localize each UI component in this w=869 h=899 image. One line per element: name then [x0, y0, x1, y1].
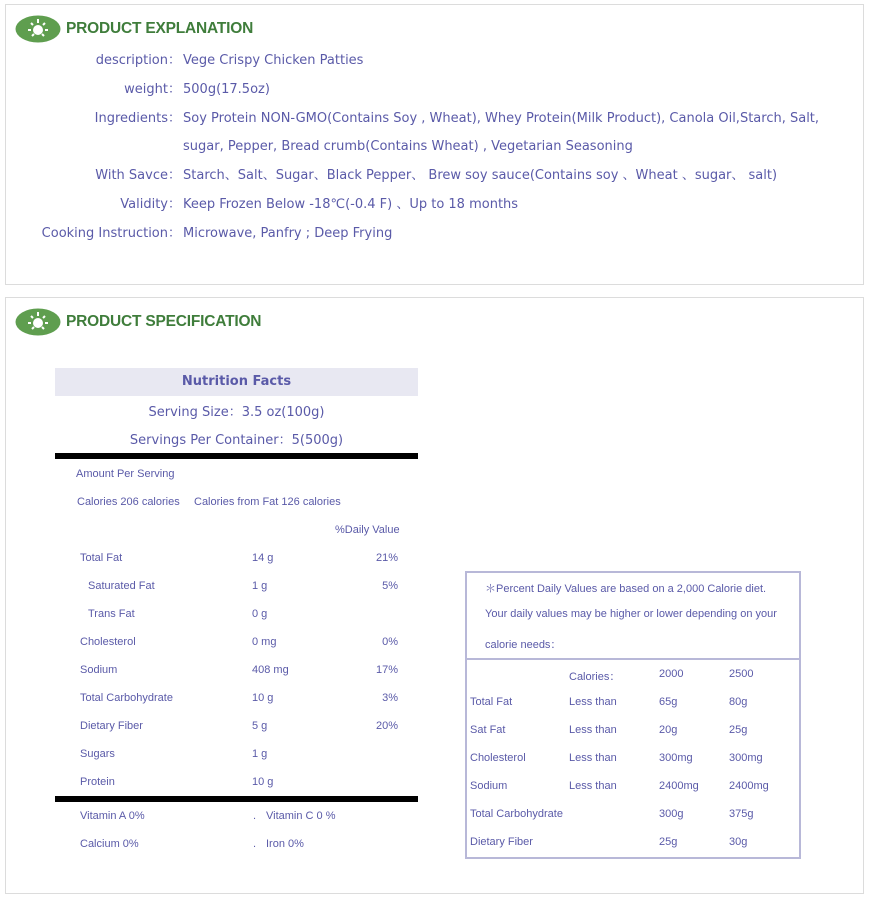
iron: Iron 0%	[266, 838, 304, 850]
dv-note-line3: calorie needs：	[485, 639, 562, 651]
weight-value: 500g(17.5oz)	[183, 82, 270, 97]
dv-row-name: Total Fat	[470, 696, 513, 708]
validity-value: Keep Frozen Below -18℃(-0.4 F) 、Up to 18 months	[183, 197, 519, 212]
vitamin-a: Vitamin A 0%	[80, 810, 145, 822]
calories-from-fat: Calories from Fat 126 calories	[194, 496, 341, 508]
nutrient-name: Trans Fat	[88, 608, 135, 620]
servings-per-container: Servings Per Container：5(500g)	[129, 433, 344, 448]
sauce-value: Starch、Salt、Sugar、Black Pepper、 Brew soy sauce(Contains soy 、Wheat 、sugar、 salt)	[183, 168, 778, 183]
dv-row-cond: Less than	[569, 780, 617, 792]
explanation-title: PRODUCT EXPLANATION	[66, 20, 254, 37]
nutrition-facts-title: Nutrition Facts	[55, 368, 418, 396]
thick-divider-bottom	[55, 796, 418, 802]
dv-row-c2: 375g	[729, 808, 754, 820]
nutrient-name: Total Fat	[80, 552, 123, 564]
nutrient-amount: 1 g	[252, 580, 268, 592]
dv-row-c2: 300mg	[729, 752, 763, 764]
dv-row-c2: 30g	[729, 836, 748, 848]
bulb-logo-icon	[15, 15, 61, 43]
dv-row-name: Sat Fat	[470, 724, 506, 736]
dv-row-name: Sodium	[470, 780, 508, 792]
nutrient-amount: 408 mg	[252, 664, 289, 676]
nutrient-amount: 14 g	[252, 552, 274, 564]
nutrient-name: Dietary Fiber	[80, 720, 143, 732]
product-specification-panel	[5, 297, 864, 894]
dv-row-c1: 25g	[659, 836, 678, 848]
nutrient-name: Total Carbohydrate	[80, 692, 173, 704]
vitamin-c: Vitamin C 0 %	[266, 810, 336, 822]
nutrient-dv: 21%	[375, 552, 398, 564]
dv-calories-label: Calories：	[569, 671, 621, 683]
nutrient-amount: 10 g	[252, 692, 274, 704]
dv-row-c2: 80g	[729, 696, 748, 708]
calories: Calories 206 calories	[77, 496, 180, 508]
thick-divider-top	[55, 453, 418, 459]
dv-row-c1: 2400mg	[659, 780, 699, 792]
mineral-separator: .	[253, 838, 257, 850]
nutrient-name: Saturated Fat	[88, 580, 155, 592]
nutrient-name: Protein	[80, 776, 115, 788]
dv-row-c1: 65g	[659, 696, 678, 708]
nutrient-amount: 5 g	[252, 720, 268, 732]
dv-row-name: Cholesterol	[470, 752, 526, 764]
dv-row-name: Dietary Fiber	[470, 836, 533, 848]
specification-title: PRODUCT SPECIFICATION	[66, 313, 262, 330]
cooking-label: Cooking Instruction：	[41, 226, 181, 241]
dv-row-cond: Less than	[569, 696, 617, 708]
dv-row-name: Total Carbohydrate	[470, 808, 563, 820]
nutrient-dv: 0%	[382, 636, 398, 648]
validity-label: Validity：	[120, 197, 181, 212]
amount-per-serving: Amount Per Serving	[76, 468, 175, 480]
daily-value-header: %Daily Value	[335, 524, 400, 536]
bulb-logo-icon	[15, 308, 61, 336]
nutrient-amount: 0 g	[252, 608, 268, 620]
explanation-header	[15, 14, 253, 44]
dv-note-line1: ＊Percent Daily Values are based on a 2,000 Calorie diet.	[485, 583, 767, 595]
description-label: description：	[95, 53, 181, 68]
nutrient-dv: 3%	[382, 692, 398, 704]
nutrient-name: Sugars	[80, 748, 115, 760]
dv-row-c1: 300g	[659, 808, 684, 820]
sauce-label: With Savce：	[95, 168, 181, 183]
dv-row-cond: Less than	[569, 752, 617, 764]
serving-size: Serving Size：3.5 oz(100g)	[148, 405, 325, 420]
calcium: Calcium 0%	[80, 838, 139, 850]
dv-row-c2: 2400mg	[729, 780, 769, 792]
nutrient-amount: 10 g	[252, 776, 274, 788]
ingredients-label: Ingredients：	[94, 111, 181, 126]
dv-row-c1: 20g	[659, 724, 678, 736]
nutrient-dv: 17%	[375, 664, 398, 676]
dv-row-c2: 25g	[729, 724, 748, 736]
nutrient-name: Cholesterol	[80, 636, 136, 648]
nutrient-amount: 1 g	[252, 748, 268, 760]
weight-label: weight：	[124, 82, 181, 97]
nutrient-amount: 0 mg	[252, 636, 277, 648]
dv-row-cond: Less than	[569, 724, 617, 736]
ingredients-value: Soy Protein NON-GMO(Contains Soy , Wheat), Whey Protein(Milk Product), Canola Oil,Starch, Salt,	[183, 111, 820, 126]
nutrient-dv: 20%	[375, 720, 398, 732]
dv-note-line2: Your daily values may be higher or lower depending on your	[485, 608, 777, 620]
specification-header	[15, 307, 261, 337]
cooking-value: Microwave, Panfry ; Deep Frying	[183, 226, 393, 241]
product-explanation-panel	[5, 4, 864, 285]
dv-row-c1: 300mg	[659, 752, 693, 764]
ingredients-value-2: sugar, Pepper, Bread crumb(Contains Wheat) , Vegetarian Seasoning	[183, 139, 633, 154]
description-value: Vege Crispy Chicken Patties	[183, 53, 364, 68]
dv-col2-header: 2500	[729, 668, 754, 680]
nutrient-dv: 5%	[382, 580, 398, 592]
nutrient-name: Sodium	[80, 664, 118, 676]
vitamin-separator: .	[253, 810, 257, 822]
dv-col1-header: 2000	[659, 668, 684, 680]
